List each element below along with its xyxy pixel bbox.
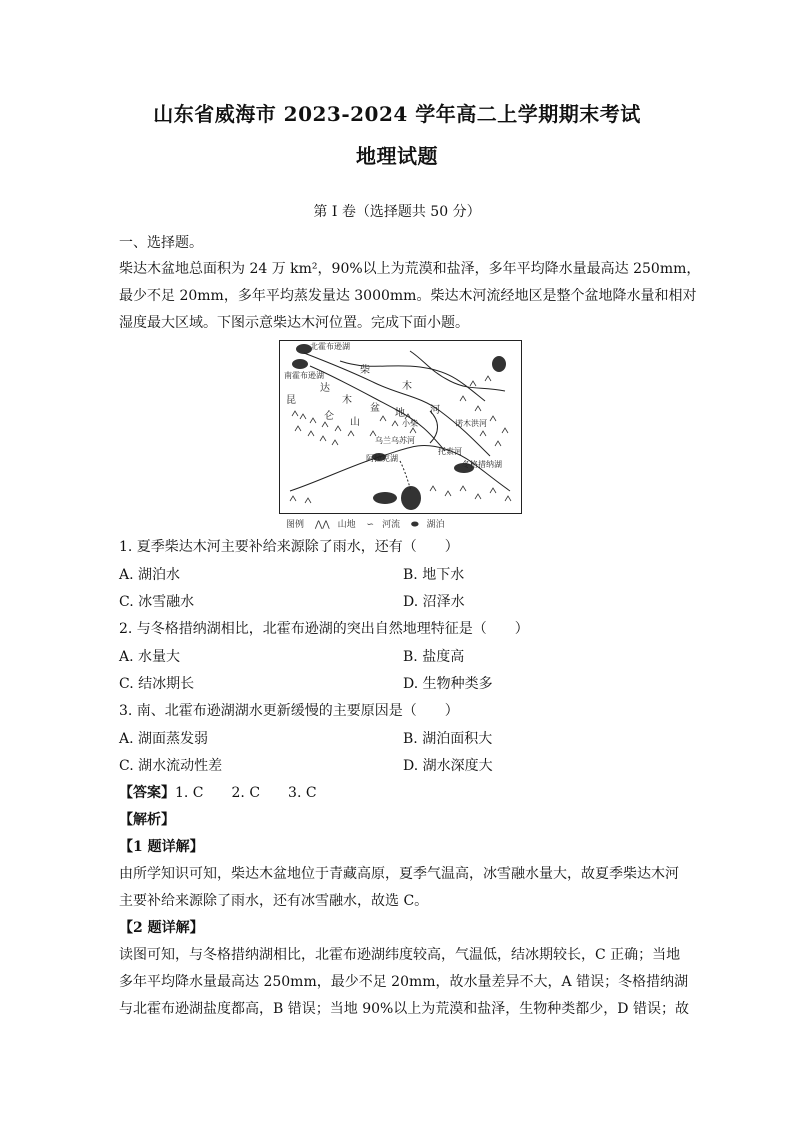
analysis-label: 【解析】 <box>119 812 175 828</box>
q2-detail-label: 【2 题详解】 <box>119 920 204 936</box>
analysis-line: 主要补给来源除了雨水，还有冰雪融水，故选 C。 <box>119 893 429 909</box>
south-lake-shape <box>292 359 308 369</box>
label-wulan: 乌兰乌苏河 <box>375 436 415 445</box>
label-pen: 盆 <box>370 403 380 414</box>
lake-shape <box>373 492 397 504</box>
river-path <box>410 351 505 391</box>
lake-icon: ⬬ <box>410 520 419 530</box>
q1-detail-label: 【1 题详解】 <box>119 839 204 855</box>
label-xiaochai: 小柴 <box>402 419 418 428</box>
passage-line: 湿度最大区域。下图示意柴达木河位置。完成下面小题。 <box>119 315 469 331</box>
option: B. 盐度高 <box>403 649 465 665</box>
analysis-line: 读图可知，与冬格措纳湖相比，北霍布逊湖纬度较高，气温低，结冰期较长，C 正确；当地 <box>119 947 681 963</box>
label-dongge: 冬格措纳湖 <box>462 460 502 469</box>
exam-subtitle: 地理试题 <box>356 144 438 168</box>
volume-heading: 第 I 卷（选择题共 50 分） <box>313 204 481 220</box>
exam-title: 山东省威海市 2023-2024 学年高二上学期期末考试 <box>153 102 641 126</box>
map-legend <box>286 517 453 530</box>
legend-river: 河流 <box>382 520 401 530</box>
label-tuosu: 托索河 <box>438 447 462 456</box>
answer-label: 【答案】 <box>119 785 175 801</box>
analysis-line: 由所学知识可知，柴达木盆地位于青藏高原，夏季气温高，冰雪融水量大，故夏季柴达木河 <box>119 866 679 882</box>
label-alake: 阿拉克湖 <box>366 454 398 463</box>
label-south-lake: 南霍布逊湖 <box>284 371 324 380</box>
label-mu2: 木 <box>402 381 412 392</box>
option: D. 湖水深度大 <box>403 758 493 774</box>
option: D. 生物种类多 <box>403 676 493 692</box>
legend-title: 图例 <box>286 520 305 530</box>
river-icon: ∽ <box>366 520 375 530</box>
label-nuomu: 诺木洪河 <box>455 419 487 428</box>
answer-values: 1. C 2. C 3. C <box>175 785 317 801</box>
passage-line: 最少不足 20mm，多年平均蒸发量达 3000mm。柴达木河流经地区是整个盆地降水量和相对 <box>119 288 697 304</box>
lake-shape <box>492 356 506 372</box>
option: B. 地下水 <box>403 567 465 583</box>
legend-mountain: 山地 <box>337 520 356 530</box>
label-mu: 木 <box>342 395 352 406</box>
option: C. 结冰期长 <box>119 676 195 692</box>
label-he: 河 <box>430 405 440 416</box>
option: A. 湖泊水 <box>119 567 181 583</box>
question-stem: 1. 夏季柴达木河主要补给来源除了雨水，还有（ ） <box>119 539 459 555</box>
answer-line <box>119 784 679 802</box>
label-north-lake: 北霍布逊湖 <box>310 342 350 351</box>
option: A. 水量大 <box>119 649 181 665</box>
map-drawing <box>280 341 521 513</box>
label-shan: 山 <box>350 417 360 428</box>
mountain-icon: ⋀⋀ <box>314 520 330 530</box>
label-da: 达 <box>320 383 330 394</box>
question-stem: 3. 南、北霍布逊湖湖水更新缓慢的主要原因是（ ） <box>119 703 459 719</box>
option: C. 冰雪融水 <box>119 594 195 610</box>
label-di: 地 <box>395 408 405 419</box>
option: D. 沼泽水 <box>403 594 465 610</box>
label-kun: 昆 <box>286 395 296 406</box>
passage-line: 柴达木盆地总面积为 24 万 km²，90%以上为荒漠和盐泽，多年平均降水量最高达 250mm， <box>119 261 701 277</box>
qaidam-river-map <box>279 340 522 514</box>
legend-lake: 湖泊 <box>426 520 445 530</box>
option: B. 湖泊面积大 <box>403 731 493 747</box>
label-chai: 柴 <box>360 365 370 376</box>
option: A. 湖面蒸发弱 <box>119 731 209 747</box>
analysis-line: 与北霍布逊湖盐度都高，B 错误；当地 90%以上为荒漠和盐泽，生物种类都少，D 错误；故 <box>119 1001 689 1017</box>
lake-shape <box>401 486 421 510</box>
analysis-line: 多年平均降水量最高达 250mm，最少不足 20mm，故水量差异不大，A 错误；冬格措纳湖 <box>119 974 689 990</box>
part-heading: 一、选择题。 <box>119 235 203 251</box>
option: C. 湖水流动性差 <box>119 758 223 774</box>
question-stem: 2. 与冬格措纳湖相比，北霍布逊湖的突出自然地理特征是（ ） <box>119 621 529 637</box>
label-lun: 仑 <box>324 411 334 422</box>
